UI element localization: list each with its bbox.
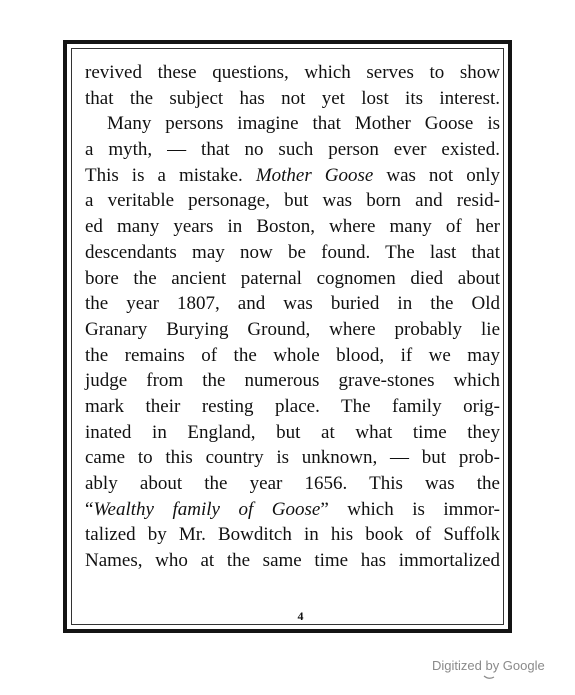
text-line xyxy=(85,420,500,446)
text-segment: ” which is immor- xyxy=(320,498,501,520)
text-line xyxy=(85,60,500,86)
text-segment: descendants may now be found. The last that xyxy=(85,241,500,263)
google-swoosh-icon xyxy=(483,674,495,680)
text-line xyxy=(85,445,500,471)
text-segment: ably about the year 1656. This was the xyxy=(85,473,500,494)
text-segment: ed many years in Boston, where many of her xyxy=(85,216,500,238)
text-line xyxy=(85,214,500,240)
text-segment: the remains of the whole blood, if we may xyxy=(85,344,500,366)
text-line xyxy=(85,317,500,343)
text-segment: judge from the numerous grave-stones which xyxy=(85,370,500,392)
digitized-watermark: Digitized by Google xyxy=(432,658,545,673)
text-line xyxy=(85,368,500,394)
text-line xyxy=(85,137,500,163)
text-line xyxy=(85,291,500,317)
text-line xyxy=(85,343,500,369)
text-segment: This is a mistake. xyxy=(85,164,256,186)
text-line xyxy=(85,86,500,112)
text-segment: bore the ancient paternal cognomen died about xyxy=(85,267,500,289)
text-segment: revived these questions, which serves to show xyxy=(85,62,500,83)
text-segment: a veritable personage, but was born and resid- xyxy=(85,190,500,212)
italic-title: Wealthy family of Goose xyxy=(93,498,321,520)
text-segment: inated in England, but at what time they xyxy=(85,421,500,443)
text-line xyxy=(85,163,500,189)
text-line xyxy=(85,522,500,548)
text-segment: the year 1807, and was buried in the Old xyxy=(85,293,500,315)
text-segment: mark their resting place. The family orig- xyxy=(85,395,500,417)
text-line xyxy=(85,240,500,266)
text-segment: was not only xyxy=(373,164,501,186)
text-line xyxy=(85,497,500,523)
text-segment: that the subject has not yet lost its interest. xyxy=(85,87,500,109)
text-segment: Names, who at the same time has immortalized xyxy=(85,550,500,572)
italic-title: Mother Goose xyxy=(255,164,374,186)
text-line xyxy=(85,548,500,574)
text-segment: a myth, — that no such person ever existed. xyxy=(85,139,500,161)
text-segment: came to this country is unknown, — but prob- xyxy=(85,447,500,469)
text-segment: talized by Mr. Bowditch in his book of Suffolk xyxy=(85,524,500,546)
text-segment: “ xyxy=(85,498,94,520)
text-line xyxy=(85,394,500,420)
text-segment: Many persons imagine that Mother Goose is xyxy=(107,113,500,135)
paragraph-first-line xyxy=(85,111,500,137)
page-number: 4 xyxy=(297,609,304,623)
text-line xyxy=(85,188,500,214)
text-line xyxy=(85,471,500,497)
body-text xyxy=(85,60,500,574)
text-segment: Granary Burying Ground, where probably lie xyxy=(85,318,500,340)
text-line xyxy=(85,266,500,292)
